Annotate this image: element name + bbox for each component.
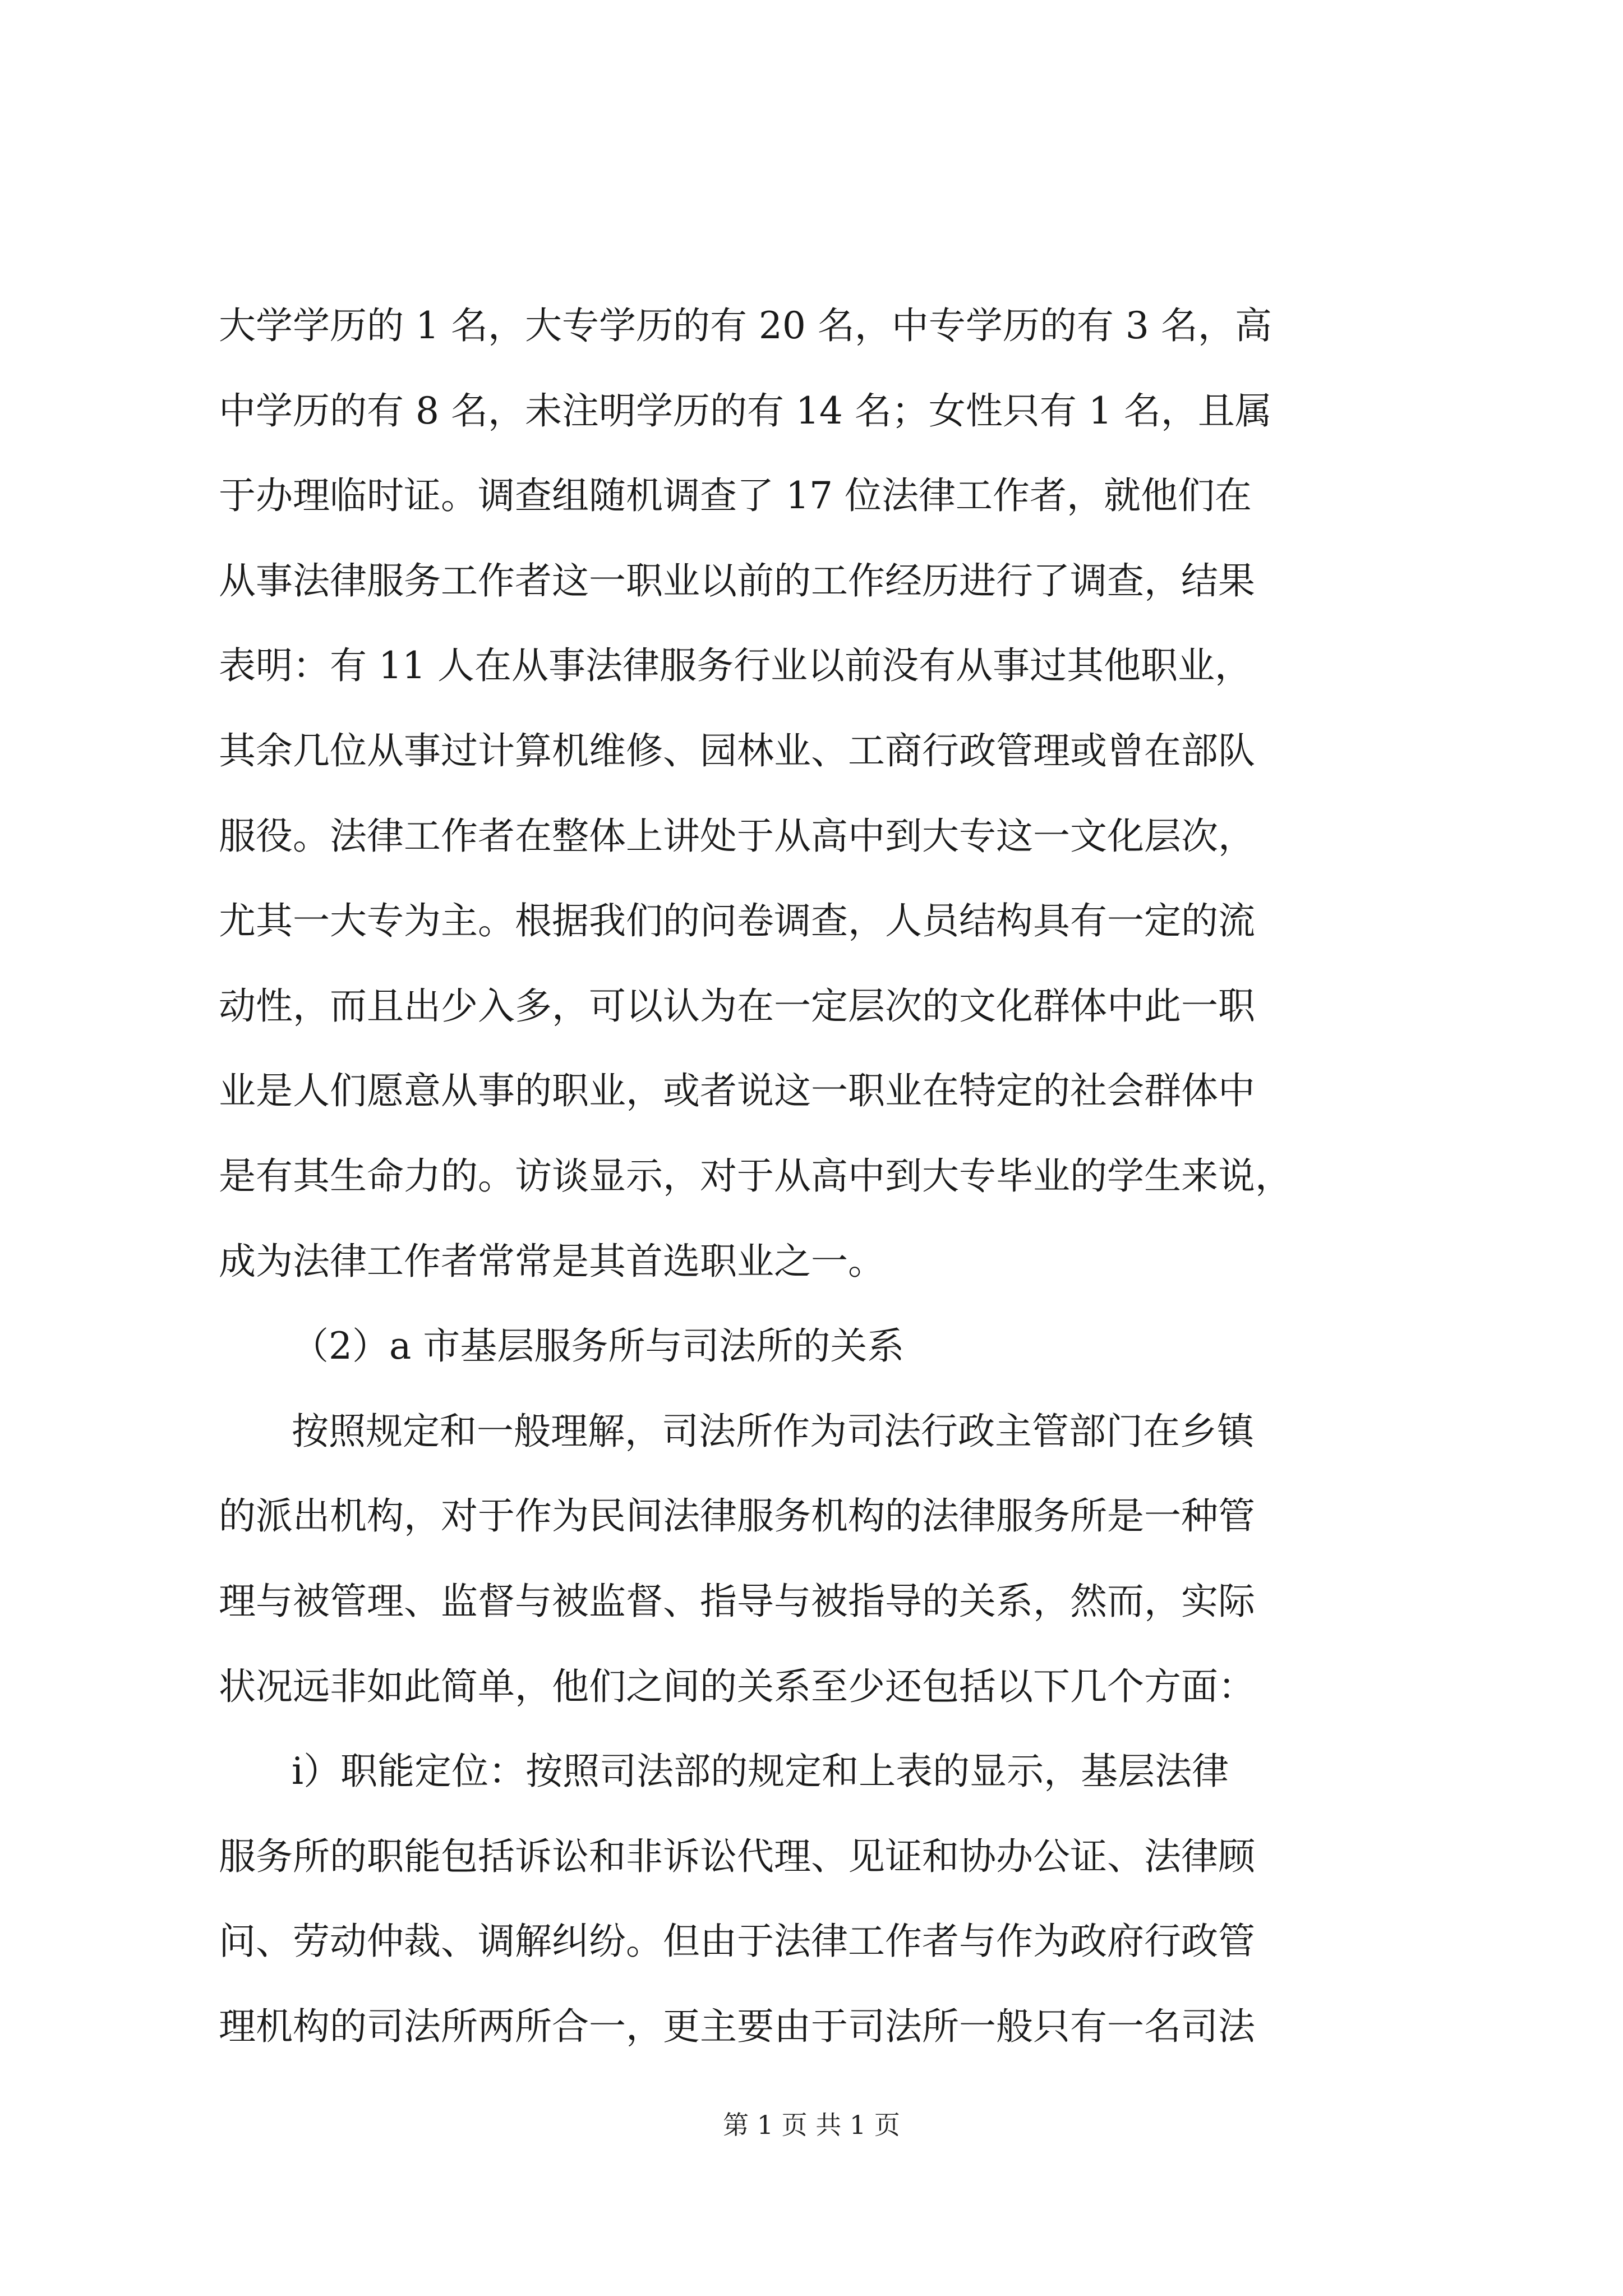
body-line: 其余几位从事过计算机维修、园林业、工商行政管理或曾在部队 bbox=[219, 729, 1255, 772]
body-line: 从事法律服务工作者这一职业以前的工作经历进行了调查，结果 bbox=[219, 559, 1255, 602]
body-line: 按照规定和一般理解，司法所作为司法行政主管部门在乡镇 bbox=[292, 1409, 1254, 1453]
body-line: 服务所的职能包括诉讼和非诉讼代理、见证和协办公证、法律顾 bbox=[219, 1834, 1255, 1878]
body-line: 的派出机构，对于作为民间法律服务机构的法律服务所是一种管 bbox=[219, 1494, 1255, 1538]
body-line: i）职能定位：按照司法部的规定和上表的显示，基层法律 bbox=[292, 1750, 1229, 1793]
body-line: 服役。法律工作者在整体上讲处于从高中到大专这一文化层次， bbox=[219, 814, 1255, 858]
body-line: 业是人们愿意从事的职业，或者说这一职业在特定的社会群体中 bbox=[219, 1069, 1255, 1113]
body-line: 问、劳动仲裁、调解纠纷。但由于法律工作者与作为政府行政管 bbox=[219, 1920, 1255, 1963]
body-line: 于办理临时证。调查组随机调查了 17 位法律工作者，就他们在 bbox=[219, 474, 1252, 518]
page-footer: 第 1 页 共 1 页 bbox=[723, 2110, 900, 2140]
body-line: 表明：有 11 人在从事法律服务行业以前没有从事过其他职业， bbox=[219, 644, 1252, 688]
body-line: 状况远非如此简单，他们之间的关系至少还包括以下几个方面： bbox=[219, 1664, 1255, 1708]
body-line: 尤其一大专为主。根据我们的问卷调查，人员结构具有一定的流 bbox=[219, 899, 1255, 943]
section-heading: （2）a 市基层服务所与司法所的关系 bbox=[292, 1324, 905, 1368]
body-line: 成为法律工作者常常是其首选职业之一。 bbox=[219, 1239, 885, 1283]
body-line: 大学学历的 1 名，大专学历的有 20 名，中专学历的有 3 名，高 bbox=[219, 304, 1272, 347]
body-line: 理与被管理、监督与被监督、指导与被指导的关系，然而，实际 bbox=[219, 1580, 1255, 1623]
body-line: 理机构的司法所两所合一，更主要由于司法所一般只有一名司法 bbox=[219, 2005, 1255, 2048]
body-line: 是有其生命力的。访谈显示，对于从高中到大专毕业的学生来说， bbox=[219, 1154, 1292, 1198]
body-line: 动性，而且出少入多，可以认为在一定层次的文化群体中此一职 bbox=[219, 984, 1255, 1028]
body-line: 中学历的有 8 名，未注明学历的有 14 名；女性只有 1 名，且属 bbox=[219, 389, 1272, 432]
